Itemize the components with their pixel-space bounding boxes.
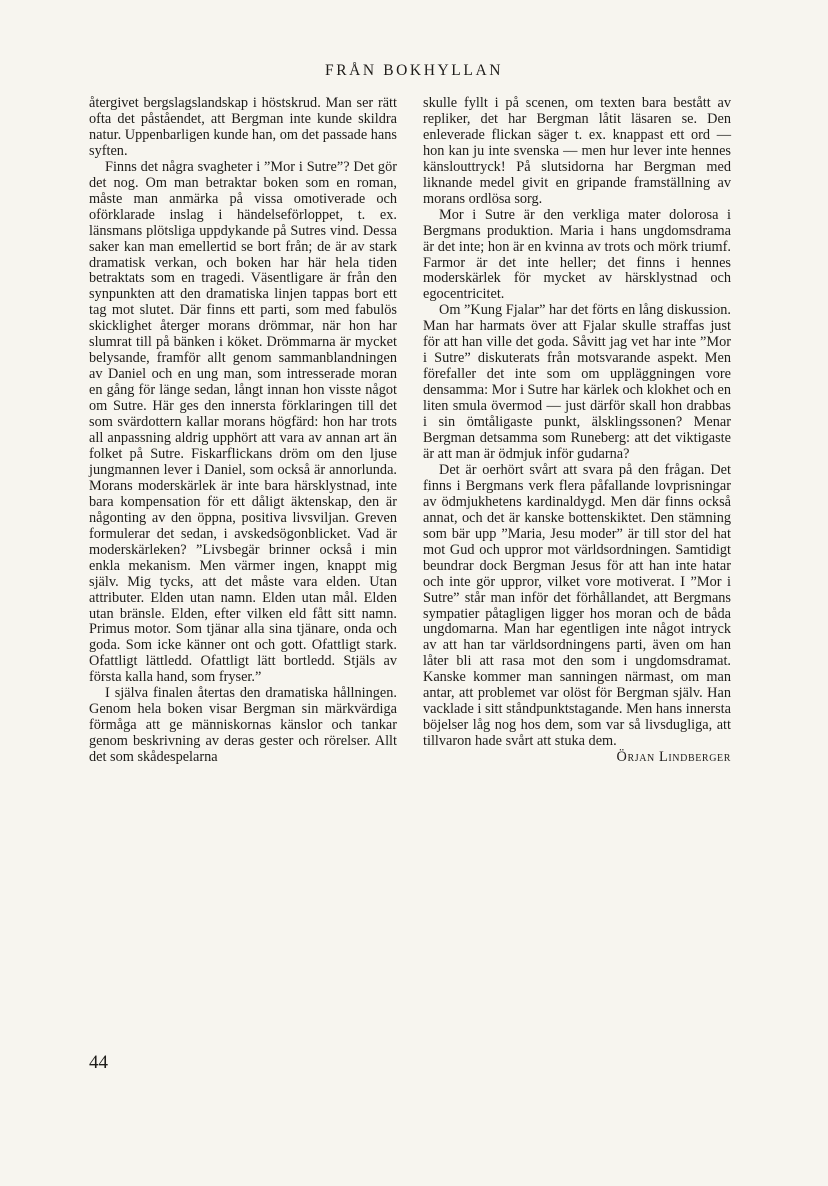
page-number: 44 [89,1052,108,1073]
right-text-column [423,96,731,766]
paragraph: Finns det några svagheter i ”Mor i Sutre”? Det gör det nog. Om man betraktar boken som en roman, måste man anmärka på vissa omotiverade och oförklarade inslag i händelseförloppet, t. ex. länsmans plötsliga uppdykande på Sutres vind. Dessa saker kan man emellertid se bort från; de är av stark dramatisk verkan, och boken har här hela tiden betraktats som en tragedi. Väsentligare är från den synpunkten att den dramatiska linjen tappas bort ett tag mot slutet. Där finns ett parti, som med fabulös skicklighet återger morans drömmar, när hon har slumrat till på bänken i köket. Drömmarna är mycket belysande, framför allt genom sammanblandningen av Daniel och en ung man, som intresserade moran en gång för länge sedan, långt innan hon visste något om Sutre. Här ges den innersta förklaringen till det som svärdottern kallar morans högfärd: hon har trots all anpassning aldrig upphört att vara av annan art än folket på Sutre. Fiskarflickans dröm om den ljuse jungmannen lever i Daniel, som också är annorlunda. Morans moderskärlek är inte bara härsklystnad, inte bara kompensation för ett dåligt äktenskap, den är någonting av den öppna, positiva livsviljan. Greven formulerar det sedan, i avskedsögonblicket. Vad är moderskärleken? ”Livsbegär brinner också i min enkla mekanism. Men värmer ingen, knappt mig själv. Mig tycks, att det måste vara elden. Utan attributer. Elden utan namn. Elden utan mål. Elden utan bränsle. Elden, efter vilken eld fått sitt namn. Primus motor. Som tjänar alla sina tjänare, onda och goda. Som icke känner ont och gott. Ofattligt stark. Ofattligt lättledd. Ofattligt lätt bortledd. Stjäls av första kalla hand, som fryser.” [89,158,397,686]
paragraph: skulle fyllt i på scenen, om texten bara bestått av repliker, det har Bergman låtit läsaren se. Den enleverade flickan säger t. ex. knappast ett ord — hon kan ju inte svenska — men hur lever inte hennes känslouttryck! På slutsidorna har Bergman med liknande medel givit en gripande framställning av morans ordlösa sorg. [423,95,731,207]
paragraph: Det är oerhört svårt att svara på den frågan. Det finns i Bergmans verk flera påfallande lovprisningar av ödmjukhetens kardinaldygd. Men där finns också annat, och det är kanske bottenskiktet. Den stämning som bär upp ”Maria, Jesu moder” är till stor del hat mot Gud och uppror mot världsordningen. Samtidigt beundrar dock Bergman Jesus för att han inte hatar och inte gör uppror, vilket vore motiverat. I ”Mor i Sutre” står man inför det förhållandet, att Bergmans sympatier påtagligen ligger hos moran och de båda ungdomarna. Man har egentligen inte något intryck av att han tar världsordningens parti, även om han låter bli att rasa mot den som i ungdomsdramat. Kanske kommer man sanningen närmast, om man antar, att problemet var olöst för Bergman själv. Han vacklade i sitt ståndpunktstagande. Men hans innersta böjelser låg nog hos dem, som var så livsdugliga, att tillvaron hade svårt att stuka dem. [423,461,731,750]
author-signature: Örjan Lindberger [616,749,731,766]
paragraph: Om ”Kung Fjalar” har det förts en lång diskussion. Man har harmats över att Fjalar skulle straffas just för att han ville det goda. Såvitt jag vet har inte ”Mor i Sutre” diskuterats från motsvarande aspekt. Men förefaller det inte som om uppläggningen vore densamma: Mor i Sutre har kärlek och klokhet och en liten smula övermod — just därför skall hon drabbas i sin ömtåligaste punkt, älsklingssonen? Menar Bergman detsamma som Runeberg: att det viktigaste är att man är ödmjuk inför gudarna? [423,302,731,462]
paragraph: Mor i Sutre är den verkliga mater dolorosa i Bergmans produktion. Maria i hans ungdomsdrama är det inte; hon är en kvinna av trots och mörk triumf. Farmor är det inte heller; det finns i hennes moderskärlek för mycket av härsklystnad och egocentricitet. [423,206,731,303]
running-header: FRÅN BOKHYLLAN [324,62,504,79]
paragraph: I själva finalen återtas den dramatiska hållningen. Genom hela boken visar Bergman sin märkvärdiga förmåga att ge människornas känslor och tankar genom beskrivning av deras gester och rörelser. Allt det som skådespelarna [89,685,397,766]
paragraph: återgivet bergslagslandskap i höstskrud. Man ser rätt ofta det påståendet, att Bergman inte kunde skildra natur. Uppenbarligen kunde han, om det passade hans syften. [89,95,397,159]
left-text-column [89,96,397,766]
